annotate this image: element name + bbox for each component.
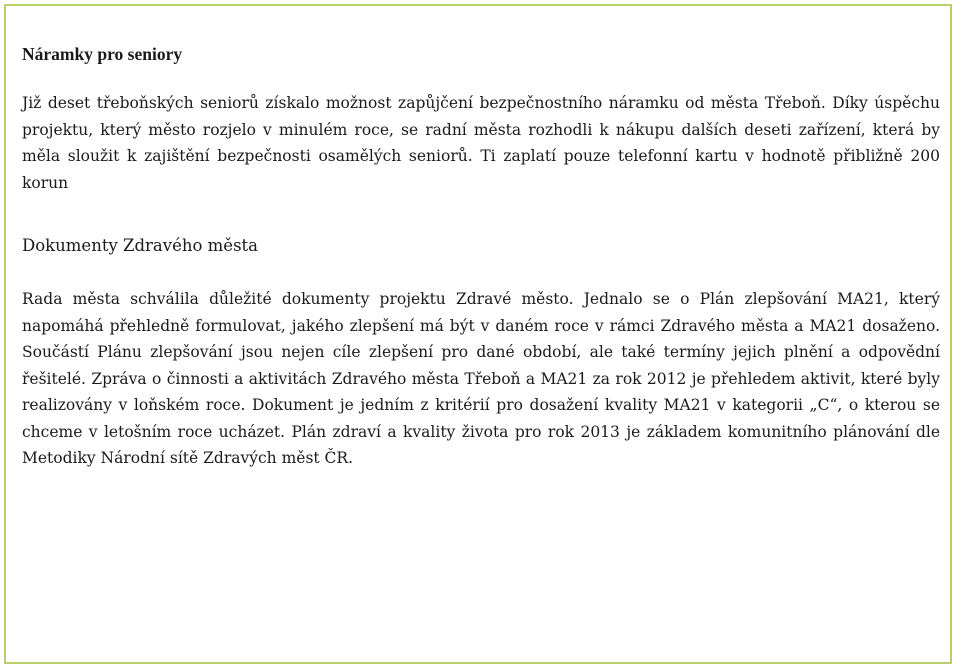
section-heading-bracelets: Náramky pro seniory [22,44,183,64]
section-body-bracelets: Již deset třeboňských seniorů získalo možnost zapůjčení bezpečnostního náramku od města Třeboň. Díky úspěchu projektu, který město rozjelo v minulém roce, se radní města rozhodli k nákupu dalších deseti zařízení, která by měla sloužit k zajištění bezpečnosti osamělých seniorů. Ti zaplatí pouze telefonní kartu v hodnotě přibližně 200 korun [22,94,940,192]
document-content [22,34,940,472]
section-body-healthy-city: Rada města schválila důležité dokumenty projektu Zdravé město. Jednalo se o Plán zlepšování MA21, který napomáhá přehledně formulovat, jakého zlepšení má být v daném roce v rámci Zdravého města a MA21 dosaženo. Součástí Plánu zlepšování jsou nejen cíle zlepšení pro dané období, ale také termíny jejich plnění a odpovědní řešitelé. Zpráva o činnosti a aktivitách Zdravého města Třeboň a MA21 za rok 2012 je přehledem aktivit, které byly realizovány v loňském roce. Dokument je jedním z kritérií pro dosažení kvality MA21 v kategorii „C“, o kterou se chceme v letošním roce ucházet. Plán zdraví a kvality života pro rok 2013 je základem komunitního plánování dle Metodiky Národní sítě Zdravých měst ČR. [22,290,940,467]
section-heading-healthy-city: Dokumenty Zdravého města [22,236,259,255]
document-page [4,4,952,664]
